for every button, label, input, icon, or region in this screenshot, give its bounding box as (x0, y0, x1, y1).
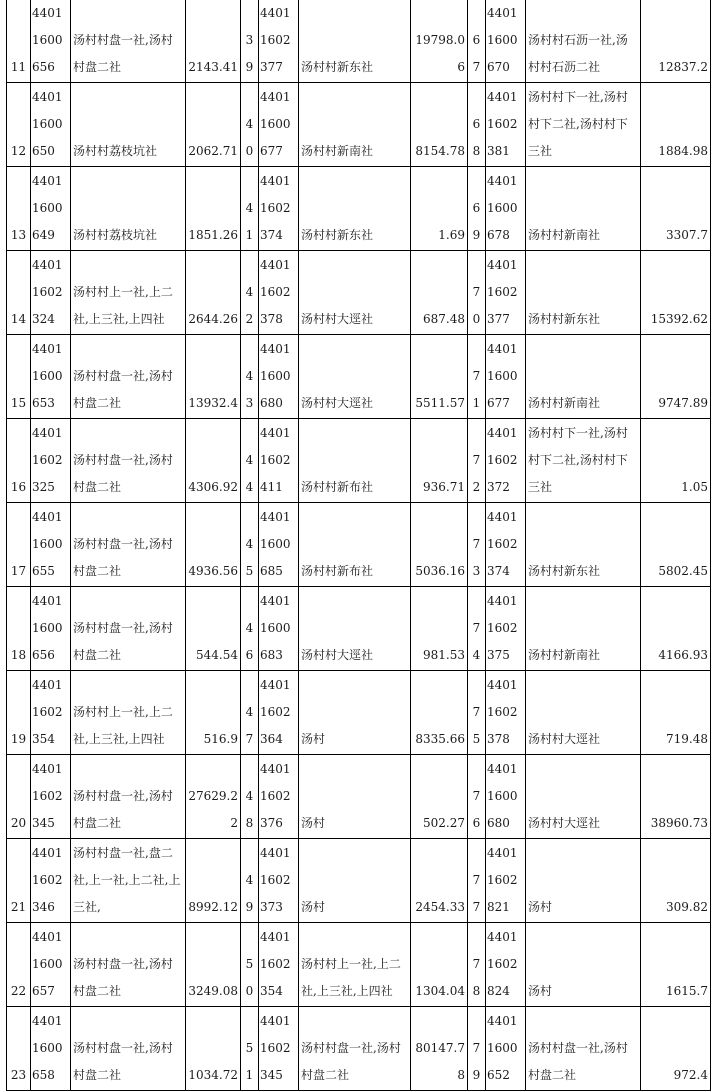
owner-name: 汤村 (299, 671, 411, 755)
table-row (7, 83, 711, 167)
parcel-code: 44011602377 (486, 251, 526, 335)
row-number: 19 (7, 671, 31, 755)
parcel-area: 1.69 (411, 167, 468, 251)
owner-name: 汤村村盘一社,汤村村盘二社 (299, 1007, 411, 1091)
owner-name: 汤村村新布社 (299, 419, 411, 503)
parcel-area: 309.82 (641, 839, 711, 923)
parcel-area: 4306.92 (186, 419, 241, 503)
parcel-area: 544.54 (186, 587, 241, 671)
owner-name: 汤村村盘一社,汤村村盘二社 (71, 419, 186, 503)
row-number: 74 (468, 587, 486, 671)
parcel-code: 44011602411 (259, 419, 299, 503)
table-row (7, 839, 711, 923)
owner-name: 汤村村盘一社,汤村村盘二社 (71, 1007, 186, 1091)
parcel-code: 44011602324 (31, 251, 71, 335)
parcel-code: 44011602381 (486, 83, 526, 167)
owner-name: 汤村村盘一社,汤村村盘二社 (71, 923, 186, 1007)
parcel-area: 936.71 (411, 419, 468, 503)
parcel-area: 38960.73 (641, 755, 711, 839)
parcel-code: 44011600677 (259, 83, 299, 167)
row-number: 49 (241, 839, 259, 923)
parcel-code: 44011602346 (31, 839, 71, 923)
row-number: 79 (468, 1007, 486, 1091)
parcel-code: 44011600649 (31, 167, 71, 251)
row-number: 46 (241, 587, 259, 671)
row-number: 17 (7, 503, 31, 587)
row-number: 45 (241, 503, 259, 587)
parcel-area: 5036.16 (411, 503, 468, 587)
owner-name: 汤村村盘一社,汤村村盘二社 (71, 335, 186, 419)
row-number: 20 (7, 755, 31, 839)
parcel-code: 44011600678 (486, 167, 526, 251)
parcel-code: 44011600683 (259, 587, 299, 671)
parcel-area: 4936.56 (186, 503, 241, 587)
parcel-code: 44011602377 (259, 0, 299, 83)
row-number: 71 (468, 335, 486, 419)
table-row (7, 671, 711, 755)
parcel-area: 5511.57 (411, 335, 468, 419)
parcel-code: 44011600677 (486, 335, 526, 419)
owner-name: 汤村村大逕社 (299, 587, 411, 671)
parcel-code: 44011600680 (259, 335, 299, 419)
owner-name: 汤村村新东社 (299, 167, 411, 251)
parcel-code: 44011602374 (486, 503, 526, 587)
owner-name: 汤村村新南社 (526, 587, 641, 671)
owner-name: 汤村村新南社 (526, 335, 641, 419)
parcel-area: 80147.78 (411, 1007, 468, 1091)
row-number: 39 (241, 0, 259, 83)
parcel-area: 5802.45 (641, 503, 711, 587)
parcel-area: 1615.7 (641, 923, 711, 1007)
owner-name: 汤村村盘一社,汤村村盘二社 (71, 587, 186, 671)
parcel-area: 3249.08 (186, 923, 241, 1007)
owner-name: 汤村 (299, 755, 411, 839)
parcel-area: 1304.04 (411, 923, 468, 1007)
table-row (7, 0, 711, 83)
parcel-code: 44011602345 (259, 1007, 299, 1091)
parcel-code: 44011602354 (259, 923, 299, 1007)
row-number: 21 (7, 839, 31, 923)
table-row (7, 167, 711, 251)
parcel-code: 44011602376 (259, 755, 299, 839)
owner-name: 汤村村上一社,上二社,上三社,上四社 (71, 251, 186, 335)
owner-name: 汤村村盘一社,汤村村盘二社 (71, 755, 186, 839)
parcel-code: 44011602378 (259, 251, 299, 335)
table-row (7, 335, 711, 419)
row-number: 40 (241, 83, 259, 167)
row-number: 41 (241, 167, 259, 251)
owner-name: 汤村村新东社 (526, 503, 641, 587)
parcel-code: 44011602354 (31, 671, 71, 755)
row-number: 14 (7, 251, 31, 335)
parcel-area: 27629.22 (186, 755, 241, 839)
table-row (7, 923, 711, 1007)
parcel-code: 44011600653 (31, 335, 71, 419)
owner-name: 汤村村下一社,汤村村下二社,汤村村下三社 (526, 419, 641, 503)
parcel-area: 15392.62 (641, 251, 711, 335)
parcel-area: 1851.26 (186, 167, 241, 251)
table-body (7, 0, 711, 1091)
parcel-code: 44011602378 (486, 671, 526, 755)
parcel-code: 44011600656 (31, 587, 71, 671)
parcel-area: 1.05 (641, 419, 711, 503)
parcel-area: 687.48 (411, 251, 468, 335)
row-number: 42 (241, 251, 259, 335)
parcel-area: 2644.26 (186, 251, 241, 335)
row-number: 44 (241, 419, 259, 503)
owner-name: 汤村村大逕社 (299, 251, 411, 335)
parcel-code: 44011600656 (31, 0, 71, 83)
row-number: 73 (468, 503, 486, 587)
parcel-area: 13932.4 (186, 335, 241, 419)
parcel-code: 44011602325 (31, 419, 71, 503)
table-row (7, 1007, 711, 1091)
parcel-area: 972.4 (641, 1007, 711, 1091)
owner-name: 汤村村盘一社,汤村村盘二社 (526, 1007, 641, 1091)
parcel-code: 44011602375 (486, 587, 526, 671)
parcel-code: 44011600685 (259, 503, 299, 587)
row-number: 51 (241, 1007, 259, 1091)
row-number: 70 (468, 251, 486, 335)
row-number: 43 (241, 335, 259, 419)
owner-name: 汤村村盘一社,汤村村盘二社 (71, 503, 186, 587)
parcel-area: 9747.89 (641, 335, 711, 419)
row-number: 69 (468, 167, 486, 251)
parcel-code: 44011600657 (31, 923, 71, 1007)
parcel-area: 2143.41 (186, 0, 241, 83)
parcel-area: 4166.93 (641, 587, 711, 671)
land-table-wrapper (6, 0, 711, 1091)
parcel-code: 44011600650 (31, 83, 71, 167)
row-number: 15 (7, 335, 31, 419)
row-number: 22 (7, 923, 31, 1007)
parcel-code: 44011602824 (486, 923, 526, 1007)
owner-name: 汤村村荔枝坑社 (71, 83, 186, 167)
land-parcel-table (6, 0, 711, 1091)
row-number: 18 (7, 587, 31, 671)
parcel-code: 44011602345 (31, 755, 71, 839)
parcel-area: 2062.71 (186, 83, 241, 167)
row-number: 78 (468, 923, 486, 1007)
owner-name: 汤村村盘一社,汤村村盘二社 (71, 0, 186, 83)
row-number: 72 (468, 419, 486, 503)
owner-name: 汤村村盘一社,盘二社,上一社,上二社,上三社, (71, 839, 186, 923)
parcel-code: 44011600652 (486, 1007, 526, 1091)
owner-name: 汤村 (526, 839, 641, 923)
owner-name: 汤村村大逕社 (526, 755, 641, 839)
table-row (7, 251, 711, 335)
row-number: 68 (468, 83, 486, 167)
owner-name: 汤村村新南社 (526, 167, 641, 251)
owner-name: 汤村村下一社,汤村村下二社,汤村村下三社 (526, 83, 641, 167)
row-number: 75 (468, 671, 486, 755)
table-row (7, 503, 711, 587)
parcel-area: 502.27 (411, 755, 468, 839)
row-number: 50 (241, 923, 259, 1007)
owner-name: 汤村村新东社 (526, 251, 641, 335)
parcel-area: 1884.98 (641, 83, 711, 167)
owner-name: 汤村村新布社 (299, 503, 411, 587)
row-number: 13 (7, 167, 31, 251)
owner-name: 汤村村新东社 (299, 0, 411, 83)
row-number: 16 (7, 419, 31, 503)
parcel-area: 8992.12 (186, 839, 241, 923)
parcel-area: 19798.06 (411, 0, 468, 83)
parcel-area: 2454.33 (411, 839, 468, 923)
parcel-area: 12837.2 (641, 0, 711, 83)
owner-name: 汤村村荔枝坑社 (71, 167, 186, 251)
row-number: 12 (7, 83, 31, 167)
owner-name: 汤村村新南社 (299, 83, 411, 167)
parcel-area: 8154.78 (411, 83, 468, 167)
row-number: 11 (7, 0, 31, 83)
parcel-area: 8335.66 (411, 671, 468, 755)
parcel-code: 44011602821 (486, 839, 526, 923)
parcel-code: 44011600655 (31, 503, 71, 587)
table-row (7, 755, 711, 839)
parcel-area: 981.53 (411, 587, 468, 671)
parcel-code: 44011600680 (486, 755, 526, 839)
owner-name: 汤村村石沥一社,汤村村石沥二社 (526, 0, 641, 83)
parcel-area: 1034.72 (186, 1007, 241, 1091)
row-number: 23 (7, 1007, 31, 1091)
row-number: 48 (241, 755, 259, 839)
parcel-code: 44011602373 (259, 839, 299, 923)
parcel-area: 719.48 (641, 671, 711, 755)
parcel-code: 44011602374 (259, 167, 299, 251)
row-number: 76 (468, 755, 486, 839)
parcel-code: 44011600658 (31, 1007, 71, 1091)
owner-name: 汤村村上一社,上二社,上三社,上四社 (71, 671, 186, 755)
owner-name: 汤村 (299, 839, 411, 923)
owner-name: 汤村村大逕社 (526, 671, 641, 755)
parcel-code: 44011602372 (486, 419, 526, 503)
parcel-code: 44011602364 (259, 671, 299, 755)
row-number: 77 (468, 839, 486, 923)
parcel-area: 3307.7 (641, 167, 711, 251)
row-number: 67 (468, 0, 486, 83)
parcel-code: 44011600670 (486, 0, 526, 83)
table-row (7, 419, 711, 503)
owner-name: 汤村 (526, 923, 641, 1007)
row-number: 47 (241, 671, 259, 755)
parcel-area: 516.9 (186, 671, 241, 755)
owner-name: 汤村村上一社,上二社,上三社,上四社 (299, 923, 411, 1007)
table-row (7, 587, 711, 671)
owner-name: 汤村村大逕社 (299, 335, 411, 419)
